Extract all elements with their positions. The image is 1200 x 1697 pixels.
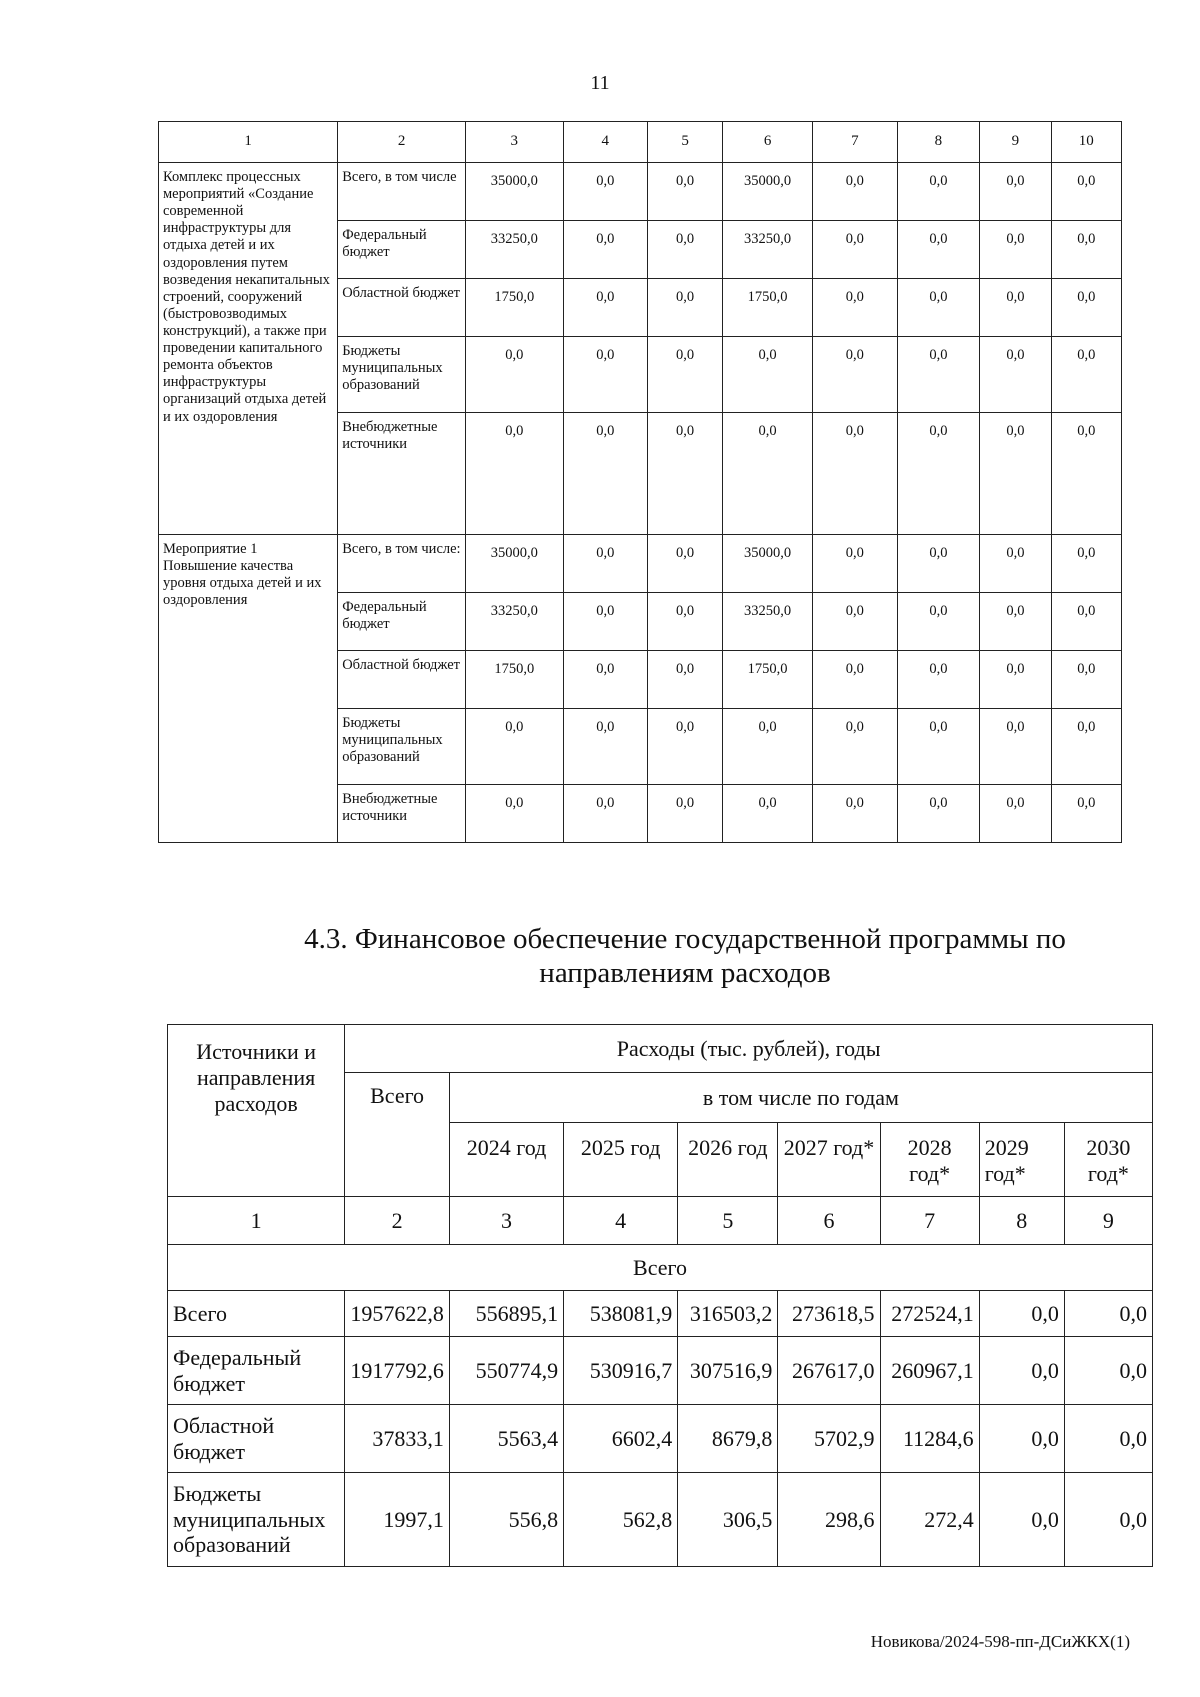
col-number: 5 <box>678 1197 778 1245</box>
value-cell: 6602,4 <box>564 1405 678 1473</box>
value-cell: 37833,1 <box>345 1405 450 1473</box>
year-header: 2024 год <box>449 1123 563 1197</box>
value-cell: 0,0 <box>648 535 723 593</box>
value-cell: 562,8 <box>564 1473 678 1567</box>
value-cell: 0,0 <box>980 593 1051 651</box>
value-cell: 0,0 <box>979 1405 1064 1473</box>
value-cell: 556895,1 <box>449 1291 563 1337</box>
value-cell: 0,0 <box>897 651 980 709</box>
funding-by-direction-table <box>167 1024 1153 1567</box>
value-cell: 1957622,8 <box>345 1291 450 1337</box>
value-cell: 0,0 <box>813 413 898 535</box>
value-cell: 307516,9 <box>678 1337 778 1405</box>
value-cell: 0,0 <box>897 163 980 221</box>
value-cell: 0,0 <box>563 535 648 593</box>
col-number: 2 <box>345 1197 450 1245</box>
col-header: 5 <box>648 122 723 163</box>
table-row <box>168 1337 1153 1405</box>
value-cell: 0,0 <box>1051 337 1121 413</box>
header-by-years: в том числе по годам <box>449 1073 1152 1123</box>
value-cell: 0,0 <box>723 337 813 413</box>
value-cell: 0,0 <box>980 535 1051 593</box>
value-cell: 0,0 <box>813 279 898 337</box>
funding-source: Всего, в том числе <box>338 163 466 221</box>
value-cell: 0,0 <box>1051 535 1121 593</box>
funding-source: Федеральный бюджет <box>338 593 466 651</box>
value-cell: 0,0 <box>897 535 980 593</box>
direction-label: Федеральный бюджет <box>168 1337 345 1405</box>
funding-source: Бюджеты муниципальных образований <box>338 337 466 413</box>
value-cell: 0,0 <box>1051 163 1121 221</box>
value-cell: 1997,1 <box>345 1473 450 1567</box>
value-cell: 0,0 <box>563 785 648 843</box>
value-cell: 0,0 <box>813 785 898 843</box>
value-cell: 0,0 <box>1051 593 1121 651</box>
value-cell: 0,0 <box>813 535 898 593</box>
value-cell: 33250,0 <box>466 593 563 651</box>
value-cell: 0,0 <box>813 651 898 709</box>
value-cell: 35000,0 <box>466 163 563 221</box>
value-cell: 33250,0 <box>466 221 563 279</box>
year-header: 2028 год* <box>880 1123 979 1197</box>
value-cell: 0,0 <box>980 163 1051 221</box>
value-cell: 8679,8 <box>678 1405 778 1473</box>
value-cell: 5563,4 <box>449 1405 563 1473</box>
value-cell: 0,0 <box>648 279 723 337</box>
value-cell: 0,0 <box>980 279 1051 337</box>
value-cell: 0,0 <box>723 709 813 785</box>
value-cell: 0,0 <box>1051 413 1121 535</box>
value-cell: 0,0 <box>466 785 563 843</box>
value-cell: 0,0 <box>648 337 723 413</box>
funding-source: Областной бюджет <box>338 279 466 337</box>
value-cell: 0,0 <box>897 785 980 843</box>
value-cell: 0,0 <box>897 221 980 279</box>
header-sources: Источники и направления расходов <box>168 1025 345 1197</box>
value-cell: 0,0 <box>980 221 1051 279</box>
table-row <box>159 163 1122 221</box>
col-header: 7 <box>813 122 898 163</box>
value-cell: 260967,1 <box>880 1337 979 1405</box>
value-cell: 5702,9 <box>778 1405 880 1473</box>
value-cell: 306,5 <box>678 1473 778 1567</box>
value-cell: 35000,0 <box>723 535 813 593</box>
value-cell: 272,4 <box>880 1473 979 1567</box>
table-row <box>168 1405 1153 1473</box>
value-cell: 0,0 <box>813 163 898 221</box>
value-cell: 0,0 <box>980 413 1051 535</box>
year-header: 2029 год* <box>979 1123 1064 1197</box>
value-cell: 0,0 <box>648 163 723 221</box>
table1-header-row <box>159 122 1122 163</box>
direction-label: Областной бюджет <box>168 1405 345 1473</box>
value-cell: 0,0 <box>466 709 563 785</box>
value-cell: 0,0 <box>979 1291 1064 1337</box>
direction-label: Всего <box>168 1291 345 1337</box>
col-header: 6 <box>723 122 813 163</box>
value-cell: 1750,0 <box>466 279 563 337</box>
value-cell: 0,0 <box>1064 1337 1152 1405</box>
value-cell: 0,0 <box>1051 221 1121 279</box>
section-row-label: Всего <box>168 1245 1153 1291</box>
value-cell: 11284,6 <box>880 1405 979 1473</box>
value-cell: 35000,0 <box>723 163 813 221</box>
value-cell: 0,0 <box>1064 1405 1152 1473</box>
col-number: 1 <box>168 1197 345 1245</box>
value-cell: 35000,0 <box>466 535 563 593</box>
value-cell: 1750,0 <box>723 651 813 709</box>
col-header: 9 <box>980 122 1051 163</box>
year-header: 2030 год* <box>1064 1123 1152 1197</box>
value-cell: 0,0 <box>897 593 980 651</box>
table-row <box>168 1291 1153 1337</box>
year-header: 2027 год* <box>778 1123 880 1197</box>
value-cell: 538081,9 <box>564 1291 678 1337</box>
value-cell: 0,0 <box>979 1337 1064 1405</box>
value-cell: 0,0 <box>466 413 563 535</box>
value-cell: 0,0 <box>648 593 723 651</box>
value-cell: 0,0 <box>723 785 813 843</box>
value-cell: 0,0 <box>980 785 1051 843</box>
value-cell: 0,0 <box>813 337 898 413</box>
funding-source: Федеральный бюджет <box>338 221 466 279</box>
value-cell: 530916,7 <box>564 1337 678 1405</box>
value-cell: 0,0 <box>980 337 1051 413</box>
value-cell: 0,0 <box>563 337 648 413</box>
funding-source: Всего, в том числе: <box>338 535 466 593</box>
col-header: 4 <box>563 122 648 163</box>
value-cell: 0,0 <box>648 785 723 843</box>
value-cell: 0,0 <box>466 337 563 413</box>
value-cell: 0,0 <box>897 413 980 535</box>
document-footer-code: Новикова/2024-598-пп-ДСиЖКХ(1) <box>870 1632 1130 1651</box>
value-cell: 0,0 <box>897 337 980 413</box>
direction-label: Бюджеты муниципальных образований <box>168 1473 345 1567</box>
value-cell: 0,0 <box>979 1473 1064 1567</box>
value-cell: 272524,1 <box>880 1291 979 1337</box>
value-cell: 0,0 <box>723 413 813 535</box>
value-cell: 0,0 <box>563 163 648 221</box>
value-cell: 0,0 <box>813 221 898 279</box>
col-number: 4 <box>564 1197 678 1245</box>
program-activities-table <box>158 121 1122 843</box>
value-cell: 0,0 <box>813 709 898 785</box>
value-cell: 0,0 <box>897 709 980 785</box>
activity-name: Мероприятие 1 Повышение качества уровня отдыха детей и их оздоровления <box>159 535 338 843</box>
table-row <box>159 535 1122 593</box>
value-cell: 0,0 <box>897 279 980 337</box>
col-number: 8 <box>979 1197 1064 1245</box>
value-cell: 1750,0 <box>723 279 813 337</box>
value-cell: 0,0 <box>1051 709 1121 785</box>
value-cell: 0,0 <box>563 651 648 709</box>
year-header: 2025 год <box>564 1123 678 1197</box>
value-cell: 0,0 <box>563 279 648 337</box>
col-numbers-row <box>168 1197 1153 1245</box>
funding-source: Внебюджетные источники <box>338 413 466 535</box>
value-cell: 0,0 <box>980 709 1051 785</box>
col-header: 10 <box>1051 122 1121 163</box>
table2-body <box>168 1291 1153 1567</box>
value-cell: 0,0 <box>1051 651 1121 709</box>
table-row <box>168 1473 1153 1567</box>
header-expenses: Расходы (тыс. рублей), годы <box>345 1025 1153 1073</box>
table1-body <box>159 163 1122 843</box>
value-cell: 0,0 <box>563 709 648 785</box>
year-header: 2026 год <box>678 1123 778 1197</box>
header-total: Всего <box>345 1073 450 1197</box>
value-cell: 1750,0 <box>466 651 563 709</box>
section-title: 4.3. Финансовое обеспечение государственной программы по направлениям расходов <box>304 923 1066 989</box>
col-header: 8 <box>897 122 980 163</box>
value-cell: 0,0 <box>980 651 1051 709</box>
col-number: 6 <box>778 1197 880 1245</box>
funding-source: Бюджеты муниципальных образований <box>338 709 466 785</box>
value-cell: 0,0 <box>563 221 648 279</box>
value-cell: 0,0 <box>1051 279 1121 337</box>
value-cell: 0,0 <box>563 593 648 651</box>
value-cell: 273618,5 <box>778 1291 880 1337</box>
col-header: 2 <box>338 122 466 163</box>
value-cell: 1917792,6 <box>345 1337 450 1405</box>
value-cell: 33250,0 <box>723 221 813 279</box>
value-cell: 550774,9 <box>449 1337 563 1405</box>
value-cell: 267617,0 <box>778 1337 880 1405</box>
col-header: 3 <box>466 122 563 163</box>
value-cell: 0,0 <box>1064 1291 1152 1337</box>
activity-name: Комплекс процессных мероприятий «Создание современной инфраструктуры для отдыха детей и их оздоровления путем возведения некапитальных строений, сооружений (быстровозводимых конструкций), а также при проведении капитального ремонта объектов инфраструктуры организаций отдыха детей и их оздоровления <box>159 163 338 535</box>
page-number: 11 <box>590 72 610 94</box>
value-cell: 0,0 <box>813 593 898 651</box>
value-cell: 0,0 <box>1064 1473 1152 1567</box>
value-cell: 33250,0 <box>723 593 813 651</box>
value-cell: 298,6 <box>778 1473 880 1567</box>
value-cell: 556,8 <box>449 1473 563 1567</box>
funding-source: Областной бюджет <box>338 651 466 709</box>
col-number: 9 <box>1064 1197 1152 1245</box>
col-number: 3 <box>449 1197 563 1245</box>
value-cell: 316503,2 <box>678 1291 778 1337</box>
value-cell: 0,0 <box>648 709 723 785</box>
value-cell: 0,0 <box>648 221 723 279</box>
col-header: 1 <box>159 122 338 163</box>
col-number: 7 <box>880 1197 979 1245</box>
value-cell: 0,0 <box>1051 785 1121 843</box>
value-cell: 0,0 <box>648 651 723 709</box>
value-cell: 0,0 <box>563 413 648 535</box>
value-cell: 0,0 <box>648 413 723 535</box>
funding-source: Внебюджетные источники <box>338 785 466 843</box>
